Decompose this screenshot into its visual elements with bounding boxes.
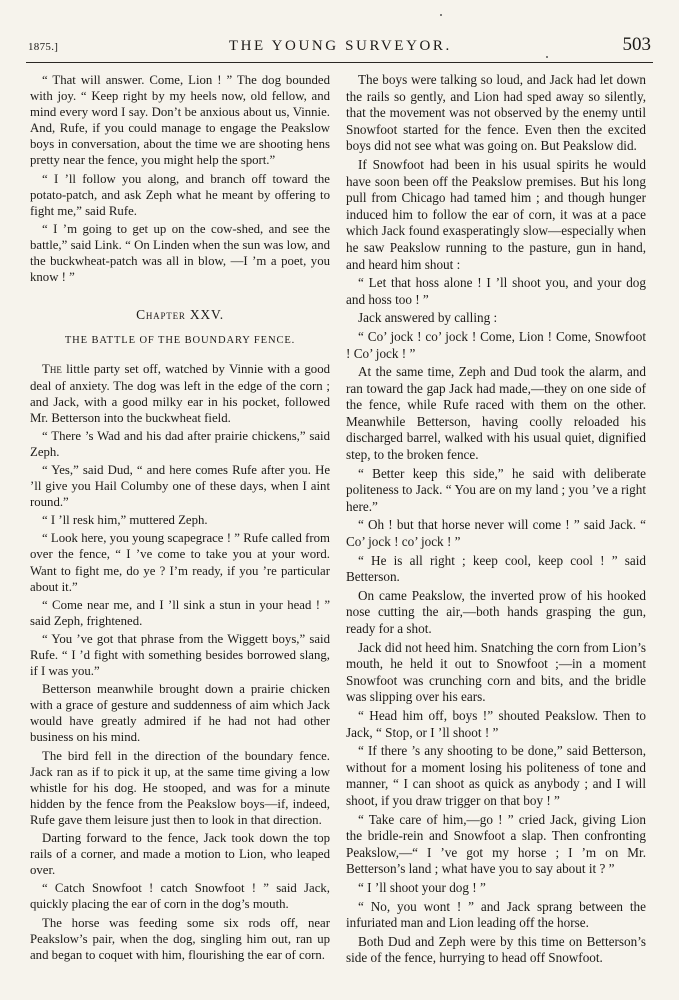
paragraph: On came Peakslow, the inverted prow of his hooked nose cutting the air,—both hands grasping the gun, ready for a shot. (346, 587, 646, 636)
paragraph: The boys were talking so loud, and Jack had let down the rails so gently, and Lion had sped away so silently, that the movement was not observed by the enemy until Snowfoot started for the fence. Even then the excited boys did not see what was going on. But Peakslow did. (346, 72, 646, 154)
paragraph: Betterson meanwhile brought down a prairie chicken with a grace of gesture and suddenness of aim which Jack would have greatly admired if he had not had other business on his mind. (30, 682, 330, 745)
page-number: 503 (622, 34, 651, 55)
paragraph: “ There ’s Wad and his dad after prairie chickens,” said Zeph. (30, 428, 330, 459)
paragraph: “ Let that hoss alone ! I ’ll shoot you, and your dog and hoss too ! ” (346, 275, 646, 307)
paragraph: Both Dud and Zeph were by this time on Betterson’s side of the fence, hurrying to head off Snowfoot. (346, 933, 646, 966)
paragraph: “ If there ’s any shooting to be done,” said Betterson, without for a moment losing his politeness of tone and manner, “ I can shoot as quick as anybody ; and I will shoot, if you draw trigger on that boy ! ” (346, 743, 646, 808)
chapter-subtitle: THE BATTLE OF THE BOUNDARY FENCE. (64, 335, 296, 347)
paragraph: “ Take care of him,—go ! ” cried Jack, giving Lion the bridle-rein and Snowfoot a slap. Then confronting Peakslow,—“ I ’ve got my horse ; I ’m on Mr. Betterson’s land ; what have you to say about it ? ” (346, 811, 646, 877)
issue-year: 1875.] (28, 41, 59, 53)
opening-small-caps: The (42, 362, 62, 377)
chapter-heading: Chapter XXV. (136, 307, 224, 323)
paragraph: “ Head him off, boys !” shouted Peakslow. Then to Jack, “ Stop, or I ’ll shoot ! ” (346, 707, 646, 740)
running-title: THE YOUNG SURVEYOR. (228, 38, 452, 54)
paragraph: Jack did not heed him. Snatching the corn from Lion’s mouth, he held it out to Snowfoot ;—in a moment Snowfoot was crunching corn and bits, and the bridle was slipping over his ears. (346, 639, 646, 705)
paragraph: “ I ’ll shoot your dog ! ” (358, 879, 486, 895)
paragraph-group-before (30, 72, 330, 285)
paragraph: “ I ’m going to get up on the cow-shed, and see the battle,” said Link. “ On Linden when the sun was low, and the buckwheat-patch was all in blow, —I ’m a poet, you know ! ” (30, 221, 330, 285)
paragraph: “ No, you wont ! ” and Jack sprang between the infuriated man and Lion leading off the horse. (346, 898, 646, 931)
paragraph: The horse was feeding some six rods off, near Peakslow’s pair, when the dog, singling him out, ran up and began to coquet with him, flourishing the ear of corn. (30, 915, 330, 962)
left-column (30, 72, 330, 965)
paragraph: “ Oh ! but that horse never will come ! ” said Jack. “ Co’ jock ! co’ jock ! ” (346, 517, 646, 550)
paragraph: “ He is all right ; keep cool, keep cool ! ” said Betterson. (346, 552, 646, 585)
paragraph: “ Look here, you young scapegrace ! ” Rufe called from over the fence, “ I ’ve come to take you at your word. Want to fight me, do ye ? I’m ready, if you ’re particular about it.” (30, 531, 330, 594)
paragraph: “ I ’ll follow you along, and branch off toward the potato-patch, and ask Zeph what he meant by offering to fight me,” said Rufe. (30, 171, 330, 218)
paragraph-group-after (30, 428, 330, 963)
paragraph: At the same time, Zeph and Dud took the alarm, and ran toward the gap Jack had made,—they on one side of the fence, while Rufe raced with them on the other. Meanwhile Betterson, having coolly reloaded his discharged barrel, walked with his usual quiet, dignified step, to the broken fence. (346, 364, 646, 463)
paragraph: Darting forward to the fence, Jack took down the top rails of a corner, and made a motion to Lion, who leaped over. (30, 831, 330, 878)
paragraph: “ Yes,” said Dud, “ and here comes Rufe after you. He ’ll give you Hail Columby one of these days, when I aint round.” (30, 462, 330, 510)
paragraph: “ That will answer. Come, Lion ! ” The dog bounded with joy. “ Keep right by my heels now, old fellow, and mind every word I say. Don’t be anxious about us, Vinnie. And, Rufe, if you could manage to engage the Peakslow boys in conversation, about the time we are shooting hens pretty near the fence, you might help the sport.” (30, 73, 330, 168)
right-column (346, 72, 646, 969)
paragraph: “ Co’ jock ! co’ jock ! Come, Lion ! Come, Snowfoot ! Co’ jock ! ” (346, 328, 646, 361)
print-speck (546, 56, 548, 58)
paragraph: “ I ’ll resk him,” muttered Zeph. (42, 513, 208, 528)
paragraph: The bird fell in the direction of the boundary fence. Jack ran as if to pick it up, at the same time giving a low whistle for his dog. He stooped, and was for a minute hidden by the fence from the Peakslow boys—if, indeed, Rufe gave them leisure just then to look in that direction. (30, 748, 330, 827)
paragraph: Jack answered by calling : (358, 310, 498, 326)
print-speck (440, 14, 442, 16)
opening-text: little party set off, watched by Vinnie with a good deal of anxiety. The dog was left in the edge of the corn ; and Jack, with a good milky ear in his pocket, followed Mr. Betterson into the buckwheat field. (30, 362, 330, 425)
paragraph: “ You ’ve got that phrase from the Wiggett boys,” said Rufe. “ I ’d fight with something besides borrowed slang, if I was you.” (30, 631, 330, 679)
paragraph: “ Better keep this side,” he said with deliberate politeness to Jack. “ You are on my land ; you ’ve a right here.” (346, 465, 646, 514)
paragraph: “ Catch Snowfoot ! catch Snowfoot ! ” said Jack, quickly placing the ear of corn in the dog’s mouth. (30, 881, 330, 912)
chapter-opening-paragraph (30, 361, 330, 425)
paragraph-group (346, 72, 646, 967)
paragraph: “ Come near me, and I ’ll sink a stun in your head ! ” said Zeph, frightened. (30, 597, 330, 628)
running-header (28, 34, 651, 60)
paragraph: If Snowfoot had been in his usual spirits he would have soon been off the Peakslow premises. But his long pull from Chicago had tamed him ; and though hunger induced him to follow the ear of corn, it was at a pace which Jack found exasperatingly slow—especially when he saw Peakslow running to the pasture, gun in hand, and heard him shout : (346, 156, 646, 272)
header-rule (26, 62, 653, 63)
